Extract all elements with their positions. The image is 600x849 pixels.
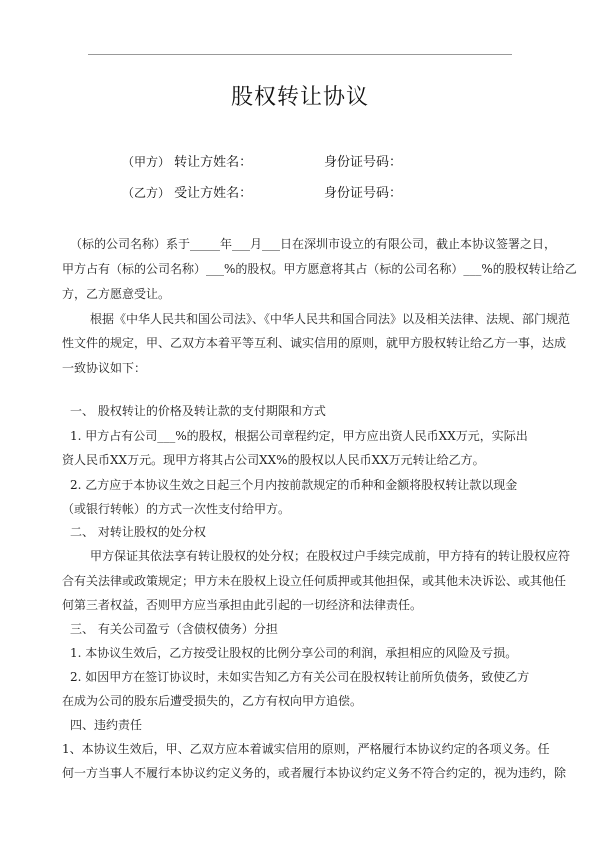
body-line: 甲方占有（标的公司名称）___%的股权。甲方愿意将其占（标的公司名称）___%的股权转让给乙 (62, 262, 577, 276)
body-line: 1、本协议生效后，甲、乙双方应本着诚实信用的原则，严格履行本协议约定的各项义务。任 (62, 742, 550, 756)
body-line: 1. 甲方占有公司___%的股权，根据公司章程约定，甲方应出资人民币XX万元，实际出 (70, 429, 528, 443)
body-line: 何一方当事人不履行本协议约定义务的，或者履行本协议约定义务不符合约定的，视为违约，除 (62, 766, 567, 780)
party-a-id-row (324, 151, 402, 170)
party-a-name-label: 转让方姓名： (174, 155, 253, 170)
body-line: 1. 本协议生效后，乙方按受让股权的比例分享公司的利润，承担相应的风险及亏损。 (70, 646, 518, 660)
body-line: （标的公司名称）系于_____年___月___日在深圳市设立的有限公司，截止本协议签署之日， (70, 237, 557, 251)
body-line: 在成为公司的股东后遭受损失的，乙方有权向甲方追偿。 (62, 694, 363, 708)
body-line: 性文件的规定，甲、乙双方本着平等互利、诚实信用的原则，就甲方股权转让给乙方一事，达成 (62, 336, 567, 350)
page-title: 股权转让协议 (230, 85, 369, 110)
body-line: 合有关法律或政策规定；甲方未在股权上设立任何质押或其他担保，或其他未决诉讼、或其他任 (62, 574, 567, 588)
party-b-label: （乙方） (122, 186, 171, 200)
header-rule (88, 54, 512, 55)
body-line: 一致协议如下： (62, 361, 147, 375)
party-b-id-row (324, 182, 402, 201)
section-heading: 四、违约责任 (70, 718, 143, 732)
body-line: 方，乙方愿意受让。 (62, 287, 171, 301)
party-b-name-label: 受让方姓名： (174, 186, 253, 201)
body-line: 甲方保证其依法享有转让股权的处分权；在股权过户手续完成前，甲方持有的转让股权应符 (90, 549, 571, 563)
section-heading: 三、 有关公司盈亏（含债权债务）分担 (70, 622, 278, 636)
party-b-row (122, 182, 252, 201)
body-line: 根据《中华人民共和国公司法》、《中华人民共和国合同法》以及相关法律、法规、部门规范 (90, 312, 571, 326)
body-line: 2. 乙方应于本协议生效之日起三个月内按前款规定的币种和金额将股权转让款以现金 (70, 478, 518, 492)
body-line: 何第三者权益，否则甲方应当承担由此引起的一切经济和法律责任。 (62, 598, 423, 612)
section-heading: 一、 股权转让的价格及转让款的支付期限和方式 (70, 404, 326, 418)
party-a-id-label: 身份证号码： (324, 155, 403, 170)
body-line: 资人民币XX万元。现甲方将其占公司XX%的股权以人民币XX万元转让给乙方。 (62, 453, 485, 467)
party-b-id-label: 身份证号码： (324, 186, 403, 201)
party-a-label: （甲方） (122, 155, 171, 169)
party-a-row (122, 151, 252, 170)
section-heading: 二、 对转让股权的处分权 (70, 525, 206, 539)
body-line: （或银行转帐）的方式一次性支付给甲方。 (62, 502, 291, 516)
body-line: 2. 如因甲方在签订协议时，未如实告知乙方有关公司在股权转让前所负债务，致使乙方 (70, 670, 530, 684)
